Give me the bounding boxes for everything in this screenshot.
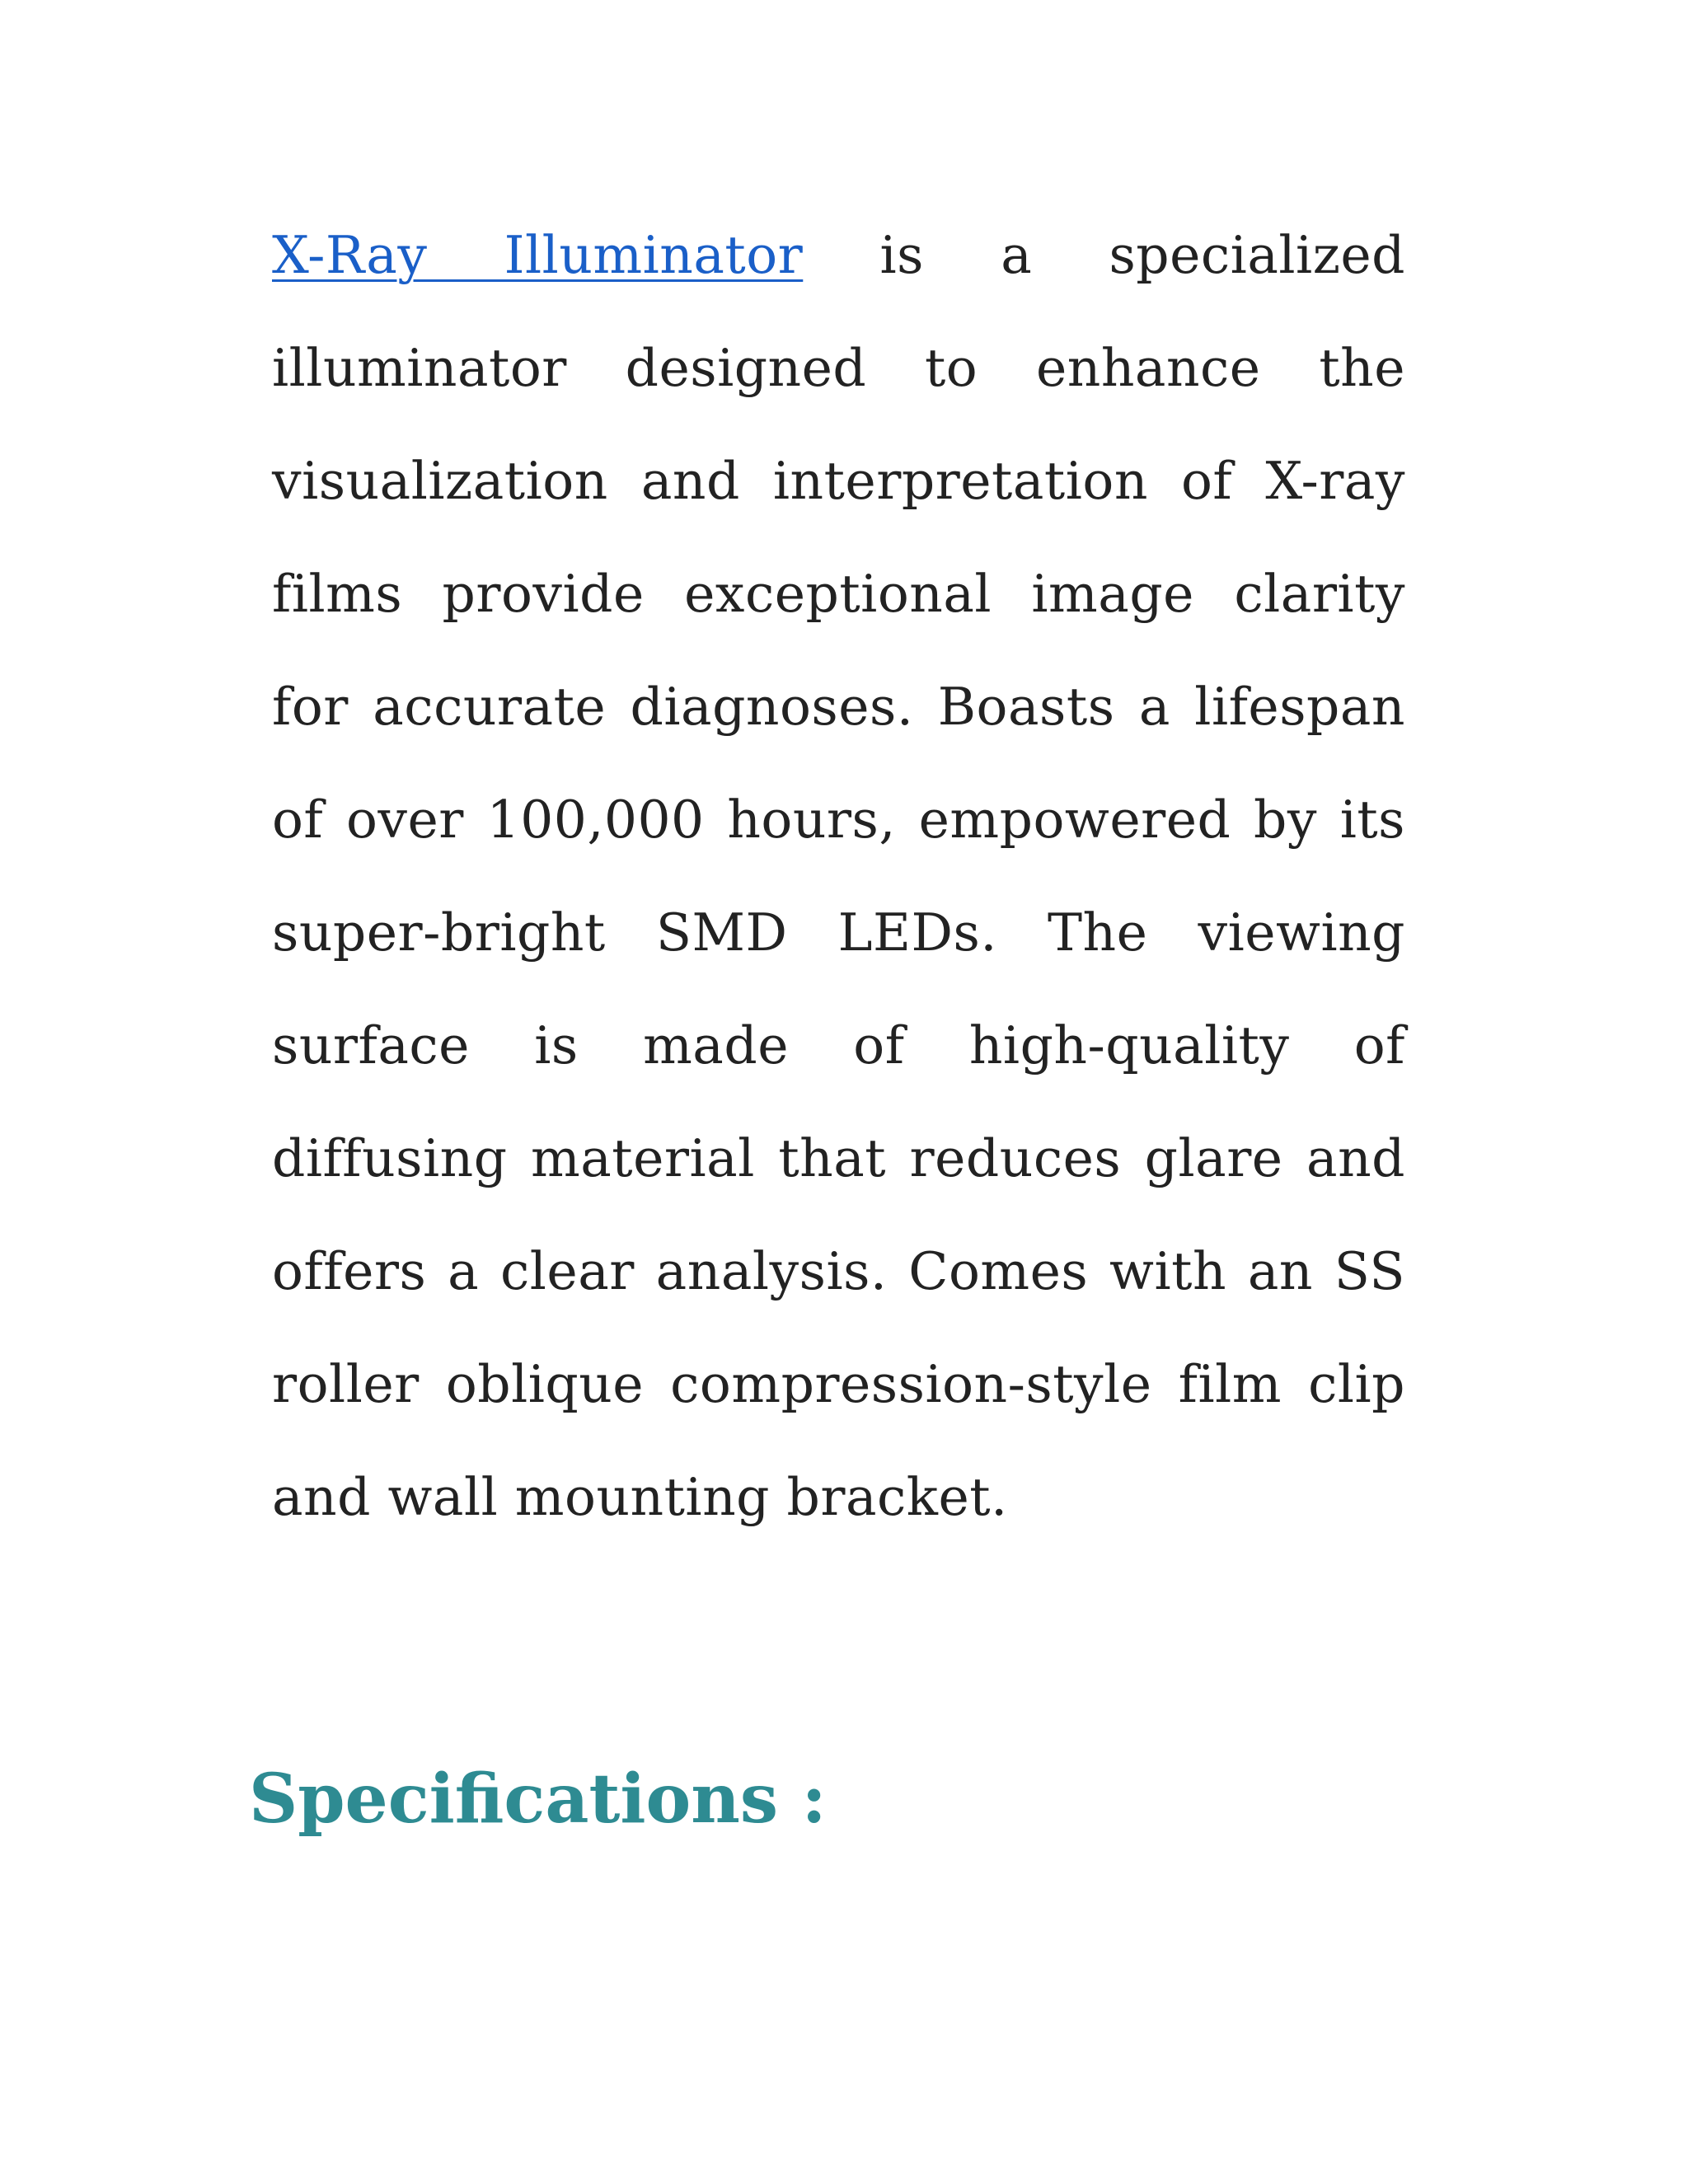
product-description [272, 199, 1405, 1554]
product-link[interactable]: X-Ray Illuminator [272, 225, 804, 285]
specifications-heading: Specifications : [249, 1760, 827, 1839]
description-text: is a specialized illuminator designed to enhance the visualization and interpretation of X-ray films provide exceptional image clarity for accurate diagnoses. Boasts a lifespan of over 100,000 hours, empowered by its super-bright SMD LEDs. The viewing surface is made of high-quality of diffusing material that reduces glare and offers a clear analysis. Comes with an SS roller oblique compression-style film clip and wall mounting bracket. [272, 225, 1405, 1527]
